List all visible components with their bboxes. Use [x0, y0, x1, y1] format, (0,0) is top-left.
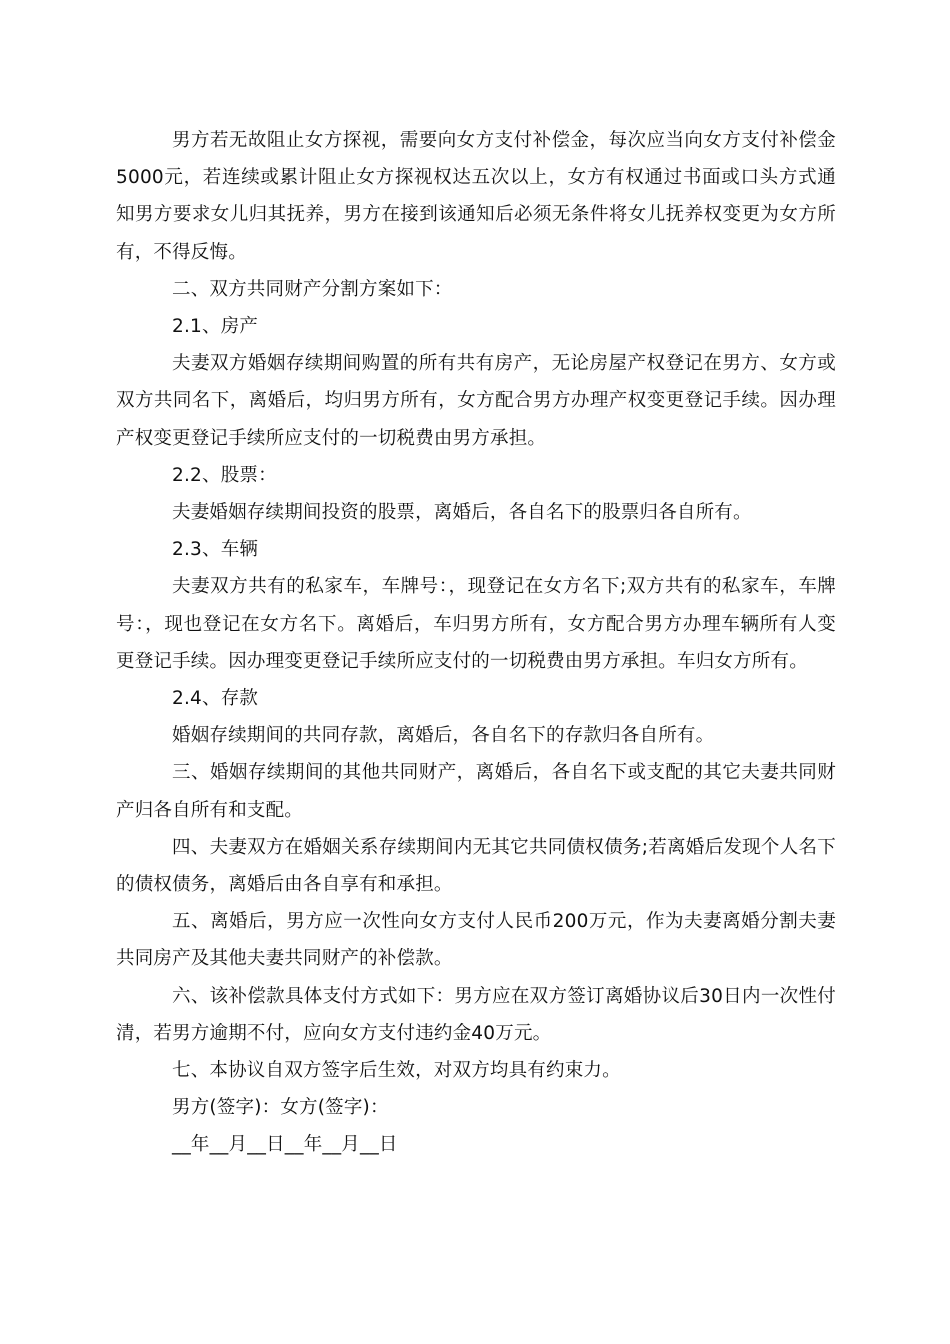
section-three: 三、婚姻存续期间的其他共同财产，离婚后，各自名下或支配的其它夫妻共同财产归各自所有和支配。 [116, 762, 836, 821]
subsection-2-4-heading: 2.4、存款 [172, 688, 259, 710]
paragraph-stocks: 夫妻婚姻存续期间投资的股票，离婚后，各自名下的股票归各自所有。 [172, 502, 752, 524]
subsection-2-3-heading: 2.3、车辆 [172, 539, 259, 561]
paragraph-visitation-compensation: 男方若无故阻止女方探视，需要向女方支付补偿金，每次应当向女方支付补偿金5000元，若连续或累计阻止女方探视权达五次以上，女方有权通过书面或口头方式通知男方要求女儿归其抚养，男方在接到该通知后必须无条件将女儿抚养权变更为女方所有，不得反悔。 [116, 130, 836, 263]
signature-labels: 男方(签字)：女方(签字)： [172, 1097, 389, 1119]
section-seven: 七、本协议自双方签字后生效，对双方均具有约束力。 [172, 1060, 621, 1082]
subsection-2-2-heading: 2.2、股票： [172, 464, 277, 486]
document-body [116, 122, 836, 1164]
paragraph-property: 夫妻双方婚姻存续期间购置的所有共有房产，无论房屋产权登记在男方、女方或双方共同名下，离婚后，均归男方所有，女方配合男方办理产权变更登记手续。因办理产权变更登记手续所应支付的一切税费由男方承担。 [116, 353, 836, 449]
section-four: 四、夫妻双方在婚姻关系存续期间内无其它共同债权债务;若离婚后发现个人名下的债权债务，离婚后由各自享有和承担。 [116, 836, 836, 896]
date-lines: __年__月__日__年__月__日 [172, 1134, 398, 1156]
section-two-heading: 二、双方共同财产分割方案如下： [172, 278, 453, 300]
section-five: 五、离婚后，男方应一次性向女方支付人民币200万元，作为夫妻离婚分割夫妻共同房产及其他夫妻共同财产的补偿款。 [116, 911, 836, 970]
subsection-2-1-heading: 2.1、房产 [172, 316, 259, 338]
paragraph-vehicles: 夫妻双方共有的私家车，车牌号：，现登记在女方名下;双方共有的私家车，车牌号：，现也登记在女方名下。离婚后，车归男方所有，女方配合男方办理车辆所有人变更登记手续。因办理变更登记手续所应支付的一切税费由男方承担。车归女方所有。 [116, 576, 836, 672]
paragraph-deposits: 婚姻存续期间的共同存款，离婚后，各自名下的存款归各自所有。 [172, 725, 715, 747]
section-six: 六、该补偿款具体支付方式如下：男方应在双方签订离婚协议后30日内一次性付清，若男方逾期不付，应向女方支付违约金40万元。 [116, 985, 836, 1044]
